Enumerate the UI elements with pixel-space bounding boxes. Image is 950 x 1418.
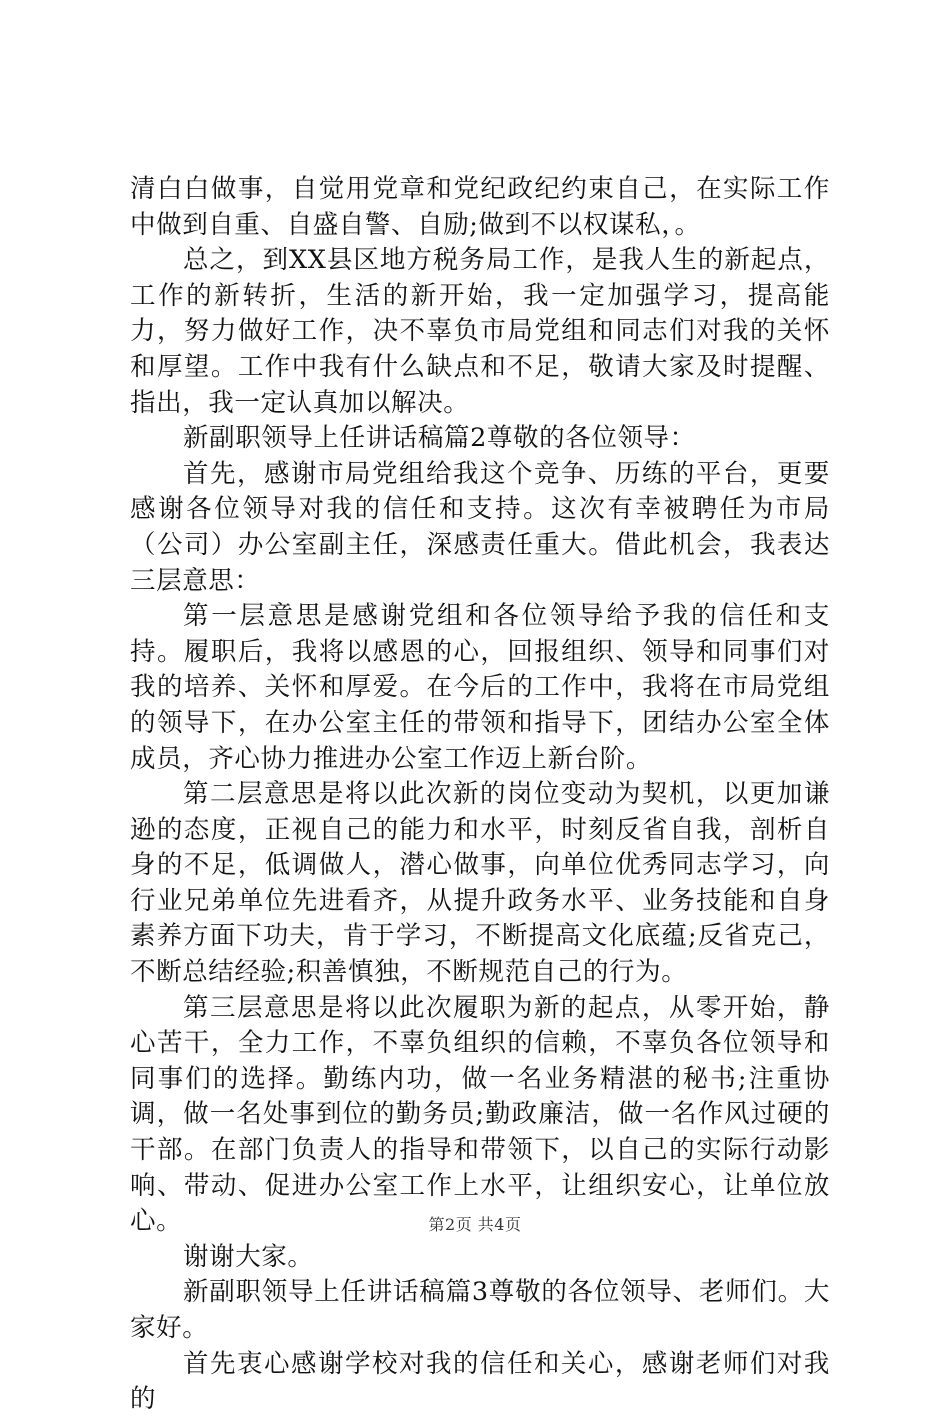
section-heading-2: 新副职领导上任讲话稿篇2尊敬的各位领导： [183, 423, 696, 454]
paragraph-6: 第三层意思是将以此次履职为新的起点，从零开始，静心苦干，全力工作，不辜负组织的信赖，不辜负各位领导和同事们的选择。勤练内功，做一名业务精湛的秘书;注重协调，做一名处事到位的勤务员;勤政廉洁，做一名作风过硬的干部。在部门负责人的指导和带领下，以自己的实际行动影响、带动、促进办公室工作上水平，让组织安心，让单位放心。 [130, 992, 830, 1237]
paragraph-8: 首先衷心感谢学校对我的信任和关心，感谢老师们对我的 [130, 1348, 830, 1415]
paragraph-1: 清白白做事，自觉用党章和党纪政纪约束自己，在实际工作中做到自重、自盛自警、自励;做到不以权谋私，。 [130, 174, 830, 240]
paragraph-7: 谢谢大家。 [183, 1241, 314, 1272]
paragraph-3: 首先，感谢市局党组给我这个竞争、历练的平台，更要感谢各位领导对我的信任和支持。这次有幸被聘任为市局（公司）办公室副主任，深感责任重大。借此机会，我表达三层意思： [130, 458, 830, 596]
paragraph-5: 第二层意思是将以此次新的岗位变动为契机，以更加谦逊的态度，正视自己的能力和水平，时刻反省自我，剖析自身的不足，低调做人，潜心做事，向单位优秀同志学习，向行业兄弟单位先进看齐，从提升政务水平、业务技能和自身素养方面下功夫，肯于学习，不断提高文化底蕴;反省克己，不断总结经验;积善慎独，不断规范自己的行为。 [130, 779, 830, 988]
page-number-footer: 第2页 共4页 [428, 1215, 522, 1234]
section-heading-3: 新副职领导上任讲话稿篇3尊敬的各位领导、老师们。大家好。 [130, 1277, 830, 1343]
paragraph-2: 总之，到XX县区地方税务局工作，是我人生的新起点，工作的新转折，生活的新开始，我一定加强学习，提高能力，努力做好工作，决不辜负市局党组和同志们对我的关怀和厚望。工作中我有什么缺点和不足，敬请大家及时提醒、指出，我一定认真加以解决。 [130, 245, 830, 418]
paragraph-4: 第一层意思是感谢党组和各位领导给予我的信任和支持。履职后，我将以感恩的心，回报组织、领导和同事们对我的培养、关怀和厚爱。在今后的工作中，我将在市局党组的领导下，在办公室主任的带领和指导下，团结办公室全体成员，齐心协力推进办公室工作迈上新台阶。 [130, 601, 830, 774]
